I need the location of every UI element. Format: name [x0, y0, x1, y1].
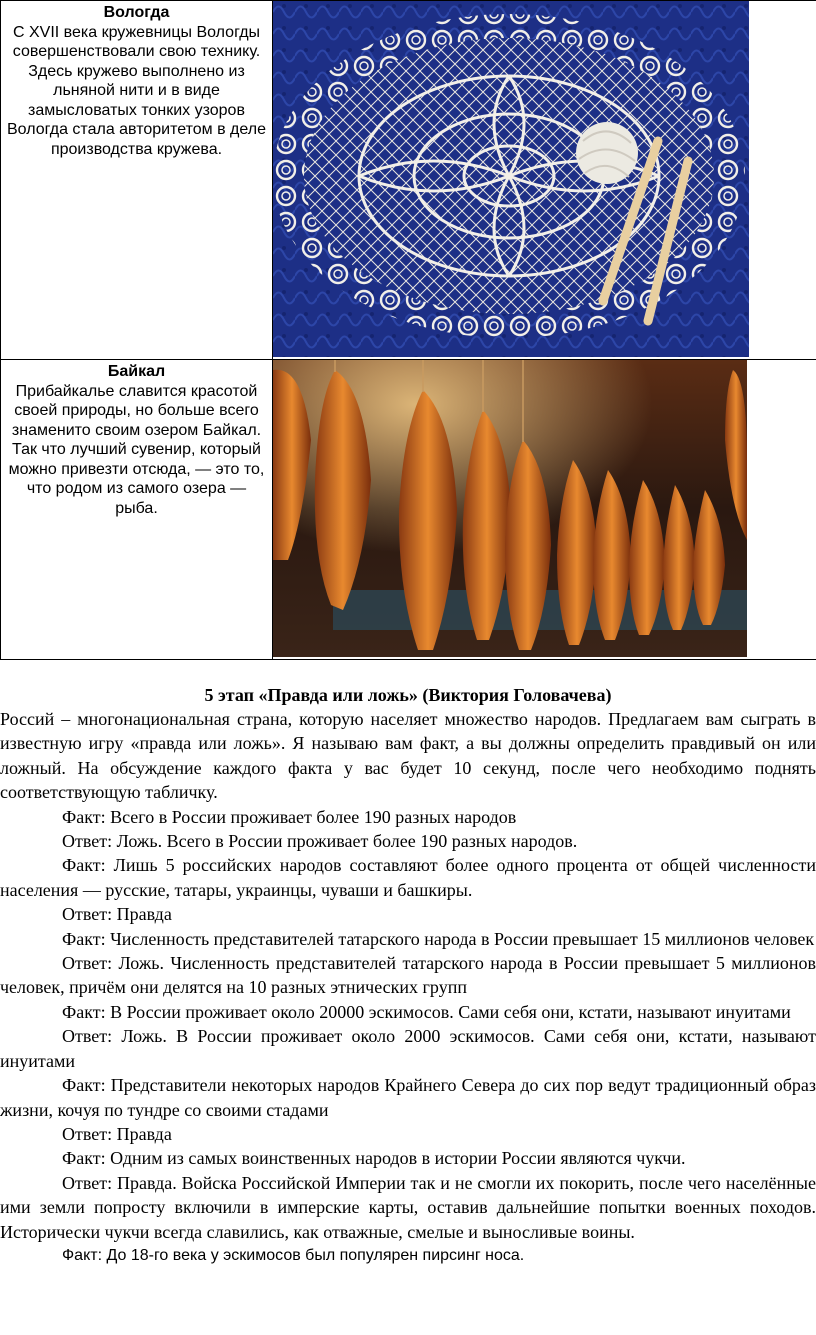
- stage-heading: 5 этап «Правда или ложь» (Виктория Головачева): [204, 685, 612, 705]
- intro-paragraph: Россий – многонациональная страна, которую населяет множество народов. Предлагаем вам сыграть в известную игру «правда или ложь». Я называю вам факт, а вы должны определить правдивый он или ложный. На обсуждение каждого факта у вас будет 10 секунд, после чего необходимо поднять соответствующую табличку.: [0, 709, 816, 803]
- table-row: [1, 1, 816, 360]
- answer-line: Ответ: Правда: [62, 904, 172, 925]
- fact-line: Факт: До 18-го века у эскимосов был популярен пирсинг носа.: [62, 1246, 525, 1264]
- text-cell: [1, 1, 273, 360]
- text-cell: [1, 360, 273, 660]
- answer-line: Ответ: Ложь. Всего в России проживает более 190 разных народов.: [62, 831, 578, 852]
- fact-line: Факт: Численность представителей татарского народа в России превышает 15 миллионов человек: [62, 928, 815, 949]
- answer-line: Ответ: Ложь. Численность представителей татарского народа в России превышает 5 миллионов человек, причём они делятся на 10 разных этнических групп: [0, 953, 816, 998]
- answer-line: Ответ: Правда. Войска Российской Империи так и не смогли их покорить, после чего населённые ими земли попросту включили в имперские карты, оставив дальнейшие попытки военных походов. Исторически чукчи всегда славились, как отважные, смелые и выносливые воины.: [0, 1172, 816, 1242]
- stage-section: [0, 683, 816, 1268]
- souvenir-table: [0, 0, 816, 660]
- answer-line: Ответ: Правда: [62, 1123, 172, 1144]
- row-text: Прибайкалье славится красотой своей природы, но больше всего знаменито своим озером Байкал. Так что лучший сувенир, который можно привезти отсюда, — это то, что родом из самого озера — рыба.: [8, 382, 265, 517]
- image-cell: [273, 360, 816, 660]
- row-title: Байкал: [107, 363, 166, 380]
- lace-doily-photo-icon: [273, 1, 749, 357]
- image-cell: [273, 1, 816, 360]
- fact-line: Факт: Представители некоторых народов Крайнего Севера до сих пор ведут традиционный образ жизни, кочуя по тундре со своими стадами: [0, 1075, 816, 1120]
- fact-line: Факт: Лишь 5 российских народов составляют более одного процента от общей численности населения — русские, татары, украинцы, чуваши и башкиры.: [0, 855, 816, 900]
- row-title: Вологда: [103, 4, 170, 21]
- fact-line: Факт: Одним из самых воинственных народов в истории России являются чукчи.: [62, 1148, 686, 1169]
- row-text: С XVII века кружевницы Вологды совершенствовали свою технику. Здесь кружево выполнено из льняной нити и в виде замысловатых тонких узоров Вологда стала авторитетом в деле производства кружева.: [7, 23, 266, 158]
- fact-line: Факт: Всего в России проживает более 190 разных народов: [62, 806, 517, 827]
- smoked-fish-photo-icon: [273, 360, 747, 657]
- answer-line: Ответ: Ложь. В России проживает около 2000 эскимосов. Сами себя они, кстати, называют инуитами: [0, 1026, 816, 1071]
- table-row: [1, 360, 816, 660]
- fact-line: Факт: В России проживает около 20000 эскимосов. Сами себя они, кстати, называют инуитами: [62, 1001, 791, 1022]
